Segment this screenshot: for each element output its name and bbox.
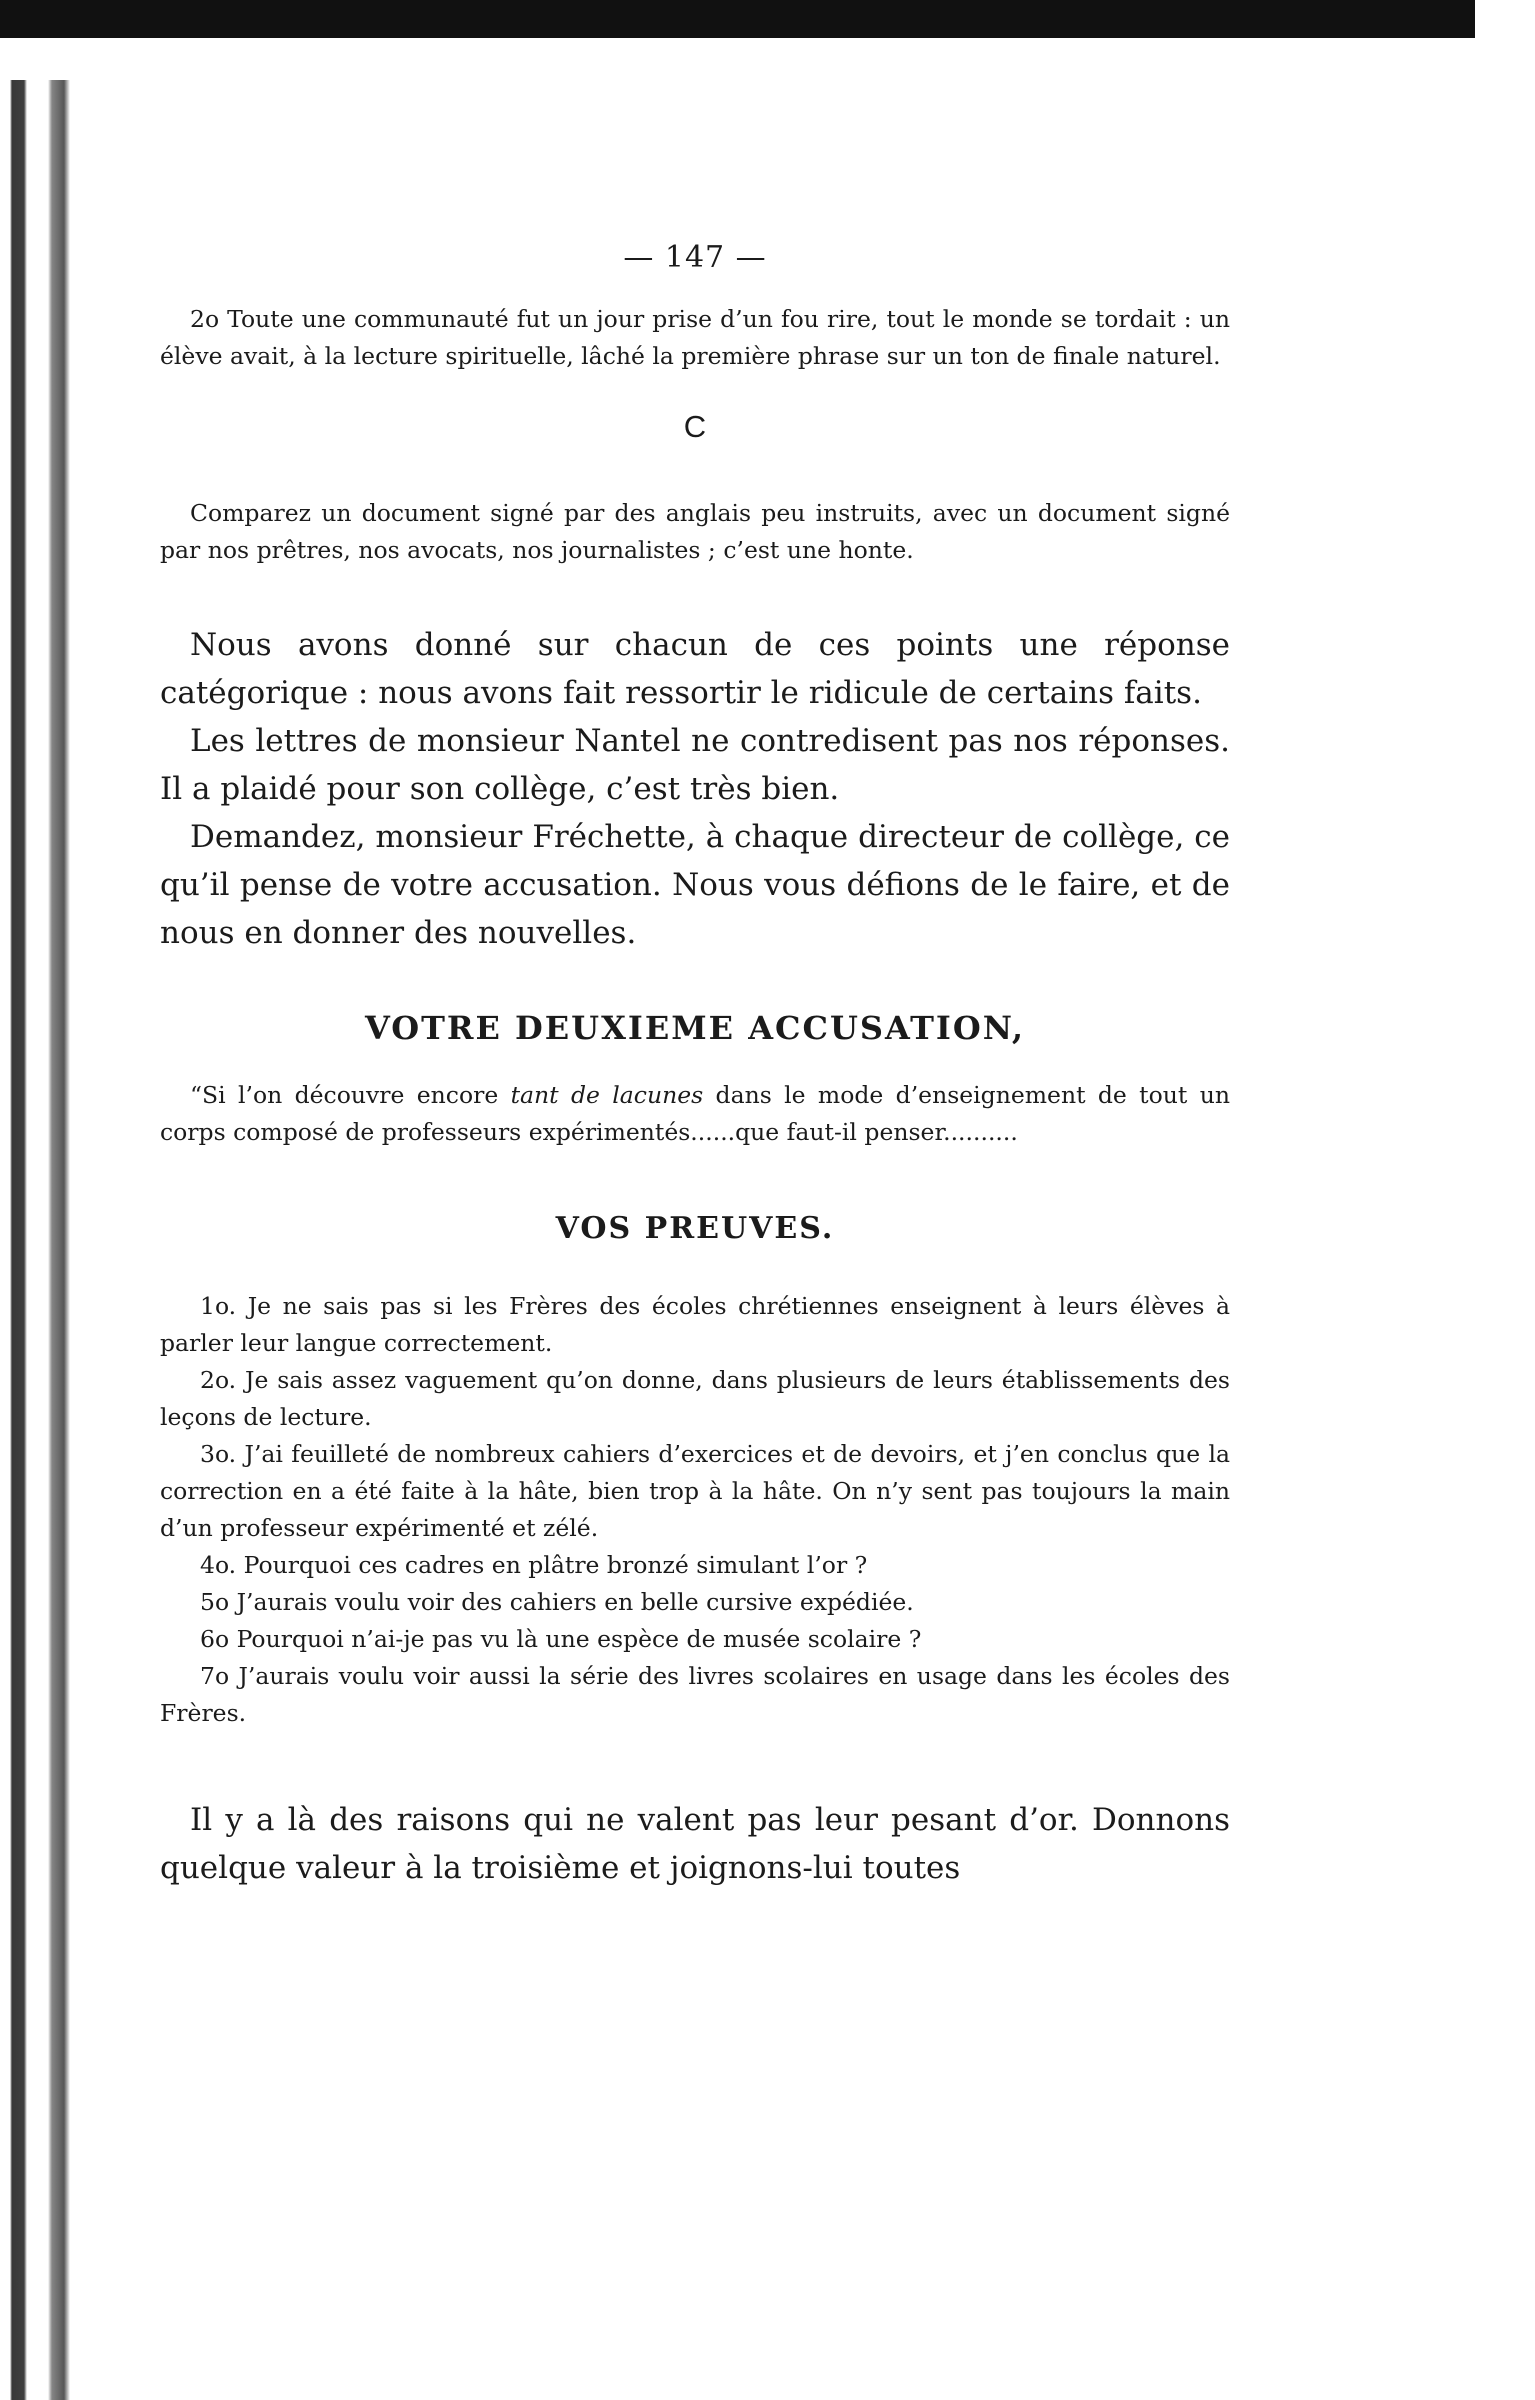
page-number: — 147 —	[623, 240, 767, 275]
proof-item-4: 4o. Pourquoi ces cadres en plâtre bronzé simulant l’or ?	[200, 1551, 868, 1579]
closing-paragraph: Il y a là des raisons qui ne valent pas leur pesant d’or. Donnons quelque valeur à la troisième et joignons-lui toutes	[160, 1802, 1230, 1886]
book-page	[160, 240, 1230, 1892]
response-paragraph-2: Les lettres de monsieur Nantel ne contredisent pas nos réponses. Il a plaidé pour son collège, c’est très bien.	[160, 723, 1230, 807]
quote-after: dans le mode d’enseignement de tout un corps composé de professeurs expérimentés......que faut-il penser..........	[160, 1081, 1230, 1146]
proof-item-3: 3o. J’ai feuilleté de nombreux cahiers d’exercices et de devoirs, et j’en conclus que la correction en a été faite à la hâte, bien trop à la hâte. On n’y sent pas toujours la main d’un professeur expérimenté et zélé.	[160, 1440, 1230, 1542]
letter-c-heading: C	[683, 409, 707, 444]
opening-item: 2o Toute une communauté fut un jour prise d’un fou rire, tout le monde se tordait : un élève avait, à la lecture spirituelle, lâché la première phrase sur un ton de finale naturel.	[160, 305, 1230, 370]
second-accusation-heading: VOTRE DEUXIEME ACCUSATION,	[364, 1009, 1026, 1047]
proof-item-7: 7o J’aurais voulu voir aussi la série des livres scolaires en usage dans les écoles des Frères.	[160, 1662, 1230, 1727]
quote-italic: tant de lacunes	[510, 1081, 704, 1109]
quote-before: “Si l’on découvre encore	[190, 1081, 511, 1109]
scan-top-border	[0, 0, 1475, 38]
proofs-heading: VOS PREUVES.	[555, 1211, 835, 1246]
second-accusation-quote	[160, 1077, 1230, 1151]
response-paragraph-3: Demandez, monsieur Fréchette, à chaque directeur de collège, ce qu’il pense de votre accusation. Nous vous défions de le faire, et de nous en donner des nouvelles.	[160, 819, 1230, 951]
letter-c-text: Comparez un document signé par des anglais peu instruits, avec un document signé par nos prêtres, nos avocats, nos journalistes ; c’est une honte.	[160, 499, 1230, 564]
proof-item-6: 6o Pourquoi n’ai-je pas vu là une espèce de musée scolaire ?	[200, 1625, 922, 1653]
proof-item-2: 2o. Je sais assez vaguement qu’on donne, dans plusieurs de leurs établissements des leçons de lecture.	[160, 1366, 1230, 1431]
scan-left-binding-edge	[0, 80, 78, 2400]
response-paragraph-1: Nous avons donné sur chacun de ces points une réponse catégorique : nous avons fait ressortir le ridicule de certains faits.	[160, 627, 1230, 711]
proof-item-5: 5o J’aurais voulu voir des cahiers en belle cursive expédiée.	[200, 1588, 914, 1616]
proof-item-1: 1o. Je ne sais pas si les Frères des écoles chrétiennes enseignent à leurs élèves à parler leur langue correctement.	[160, 1292, 1230, 1357]
